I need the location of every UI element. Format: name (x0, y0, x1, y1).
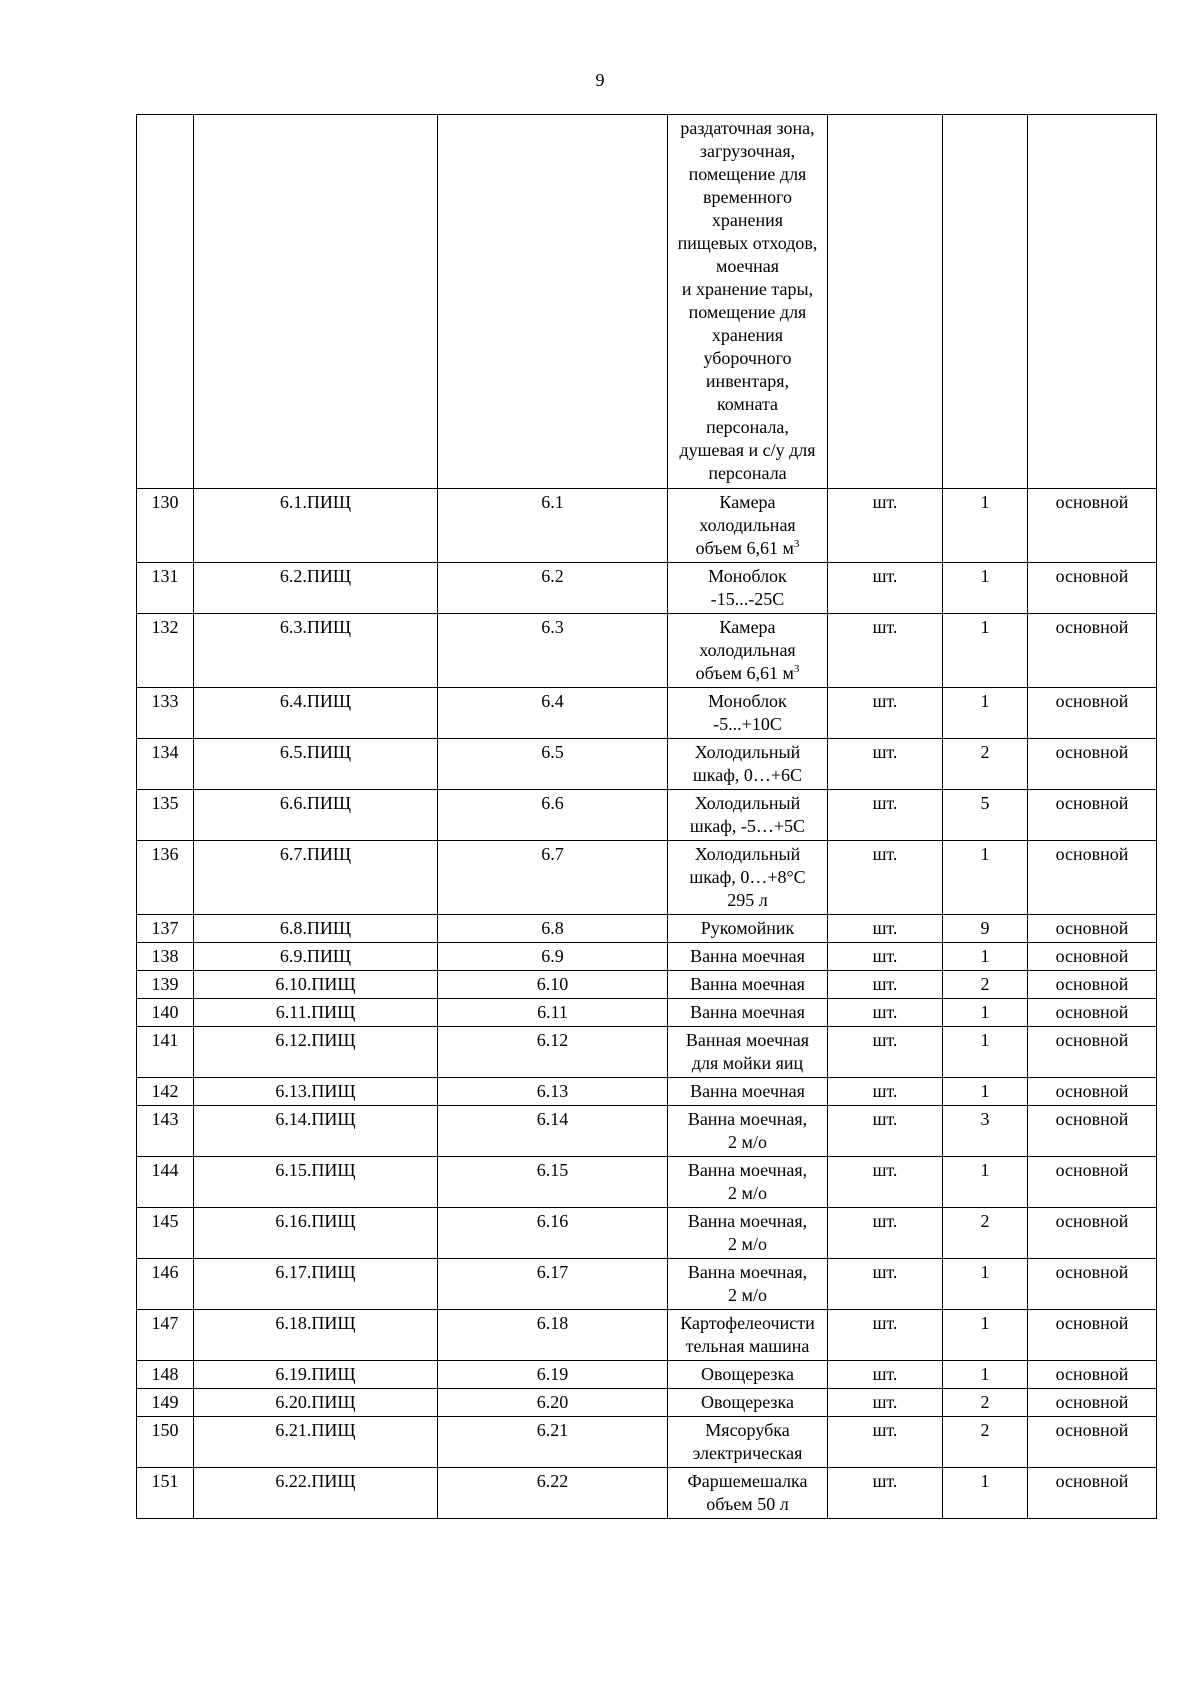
cell-unit: шт. (828, 790, 943, 841)
cell-code: 6.9.ПИЩ (194, 943, 438, 971)
cell-code: 6.16.ПИЩ (194, 1208, 438, 1259)
cell-name: Ванна моечная (668, 971, 828, 999)
cell-code: 6.20.ПИЩ (194, 1389, 438, 1417)
cell-type: основной (1028, 999, 1157, 1027)
cell-type: основной (1028, 739, 1157, 790)
cell-num: 131 (137, 563, 194, 614)
cell-type: основной (1028, 1389, 1157, 1417)
cell-qty: 2 (943, 739, 1028, 790)
cell-qty: 1 (943, 563, 1028, 614)
cell-name: Ванна моечная (668, 1078, 828, 1106)
cell-name: Рукомойник (668, 915, 828, 943)
cell-pos: 6.7 (438, 841, 668, 915)
cell-num: 139 (137, 971, 194, 999)
cell-code: 6.18.ПИЩ (194, 1310, 438, 1361)
table-row (137, 1361, 1157, 1389)
cell-unit: шт. (828, 1208, 943, 1259)
cell-type: основной (1028, 489, 1157, 563)
cell-unit: шт. (828, 943, 943, 971)
cell-name: Картофелеочисти тельная машина (668, 1310, 828, 1361)
cell-name: Ванна моечная, 2 м/о (668, 1208, 828, 1259)
cell-code: 6.1.ПИЩ (194, 489, 438, 563)
cell-type: основной (1028, 1157, 1157, 1208)
table-row (137, 999, 1157, 1027)
table-row (137, 739, 1157, 790)
table-row (137, 1157, 1157, 1208)
cell-pos: 6.3 (438, 614, 668, 688)
cell-pos: 6.1 (438, 489, 668, 563)
cell-pos: 6.21 (438, 1417, 668, 1468)
cell-type (1028, 115, 1157, 489)
cell-type: основной (1028, 1208, 1157, 1259)
cell-type: основной (1028, 971, 1157, 999)
cell-type: основной (1028, 841, 1157, 915)
cell-qty: 1 (943, 841, 1028, 915)
cell-num: 151 (137, 1468, 194, 1519)
cell-type: основной (1028, 915, 1157, 943)
cell-type: основной (1028, 943, 1157, 971)
cell-type: основной (1028, 1027, 1157, 1078)
cell-num: 145 (137, 1208, 194, 1259)
cell-unit: шт. (828, 1389, 943, 1417)
cell-name: Ванна моечная, 2 м/о (668, 1259, 828, 1310)
table-row (137, 1078, 1157, 1106)
cell-type: основной (1028, 1310, 1157, 1361)
cell-unit: шт. (828, 1310, 943, 1361)
cell-num: 137 (137, 915, 194, 943)
cell-qty: 2 (943, 971, 1028, 999)
table-row (137, 614, 1157, 688)
cell-type: основной (1028, 1259, 1157, 1310)
table-row (137, 790, 1157, 841)
cell-code: 6.19.ПИЩ (194, 1361, 438, 1389)
superscript: 3 (793, 538, 800, 550)
cell-unit: шт. (828, 614, 943, 688)
cell-qty: 2 (943, 1417, 1028, 1468)
cell-num (137, 115, 194, 489)
cell-qty: 9 (943, 915, 1028, 943)
cell-pos: 6.22 (438, 1468, 668, 1519)
cell-name: Камера холодильная объем 6,61 $м^3$ (668, 489, 828, 563)
cell-num: 140 (137, 999, 194, 1027)
cell-qty: 1 (943, 999, 1028, 1027)
cell-qty: 1 (943, 1310, 1028, 1361)
cell-num: 149 (137, 1389, 194, 1417)
cell-unit: шт. (828, 489, 943, 563)
cell-qty (943, 115, 1028, 489)
cell-unit: шт. (828, 1157, 943, 1208)
cell-qty: 2 (943, 1389, 1028, 1417)
table-row (137, 915, 1157, 943)
continuation-row (137, 115, 1157, 489)
cell-pos: 6.9 (438, 943, 668, 971)
cell-qty: 2 (943, 1208, 1028, 1259)
table-row (137, 971, 1157, 999)
cell-code (194, 115, 438, 489)
cell-type: основной (1028, 688, 1157, 739)
cell-unit: шт. (828, 688, 943, 739)
cell-code: 6.4.ПИЩ (194, 688, 438, 739)
cell-num: 143 (137, 1106, 194, 1157)
cell-code: 6.10.ПИЩ (194, 971, 438, 999)
equipment-table (136, 114, 1157, 1519)
cell-unit: шт. (828, 563, 943, 614)
cell-unit: шт. (828, 971, 943, 999)
table-row (137, 943, 1157, 971)
cell-code: 6.11.ПИЩ (194, 999, 438, 1027)
cell-qty: 1 (943, 1027, 1028, 1078)
cell-pos: 6.5 (438, 739, 668, 790)
cell-qty: 3 (943, 1106, 1028, 1157)
cell-code: 6.2.ПИЩ (194, 563, 438, 614)
cell-type: основной (1028, 790, 1157, 841)
cell-qty: 1 (943, 1361, 1028, 1389)
cell-name: Моноблок -15...-25С (668, 563, 828, 614)
cell-qty: 1 (943, 943, 1028, 971)
cell-num: 133 (137, 688, 194, 739)
cell-unit: шт. (828, 1259, 943, 1310)
cell-code: 6.15.ПИЩ (194, 1157, 438, 1208)
table-row (137, 841, 1157, 915)
cell-name: Моноблок -5...+10С (668, 688, 828, 739)
cell-pos: 6.12 (438, 1027, 668, 1078)
cell-qty: 1 (943, 688, 1028, 739)
cell-pos: 6.13 (438, 1078, 668, 1106)
table-row (137, 1208, 1157, 1259)
cell-unit: шт. (828, 841, 943, 915)
cell-code: 6.21.ПИЩ (194, 1417, 438, 1468)
cell-qty: 1 (943, 1259, 1028, 1310)
cell-num: 141 (137, 1027, 194, 1078)
cell-name: Камера холодильная объем 6,61 $м^3$ (668, 614, 828, 688)
cell-code: 6.17.ПИЩ (194, 1259, 438, 1310)
cell-name: Ванна моечная, 2 м/о (668, 1106, 828, 1157)
equipment-table-body (137, 115, 1157, 1519)
cell-type: основной (1028, 1078, 1157, 1106)
cell-unit: шт. (828, 1361, 943, 1389)
cell-num: 132 (137, 614, 194, 688)
cell-name: Овощерезка (668, 1361, 828, 1389)
cell-pos: 6.10 (438, 971, 668, 999)
cell-unit (828, 115, 943, 489)
cell-name: Фаршемешалка объем 50 л (668, 1468, 828, 1519)
cell-type: основной (1028, 1361, 1157, 1389)
cell-num: 147 (137, 1310, 194, 1361)
table-row (137, 1310, 1157, 1361)
cell-unit: шт. (828, 739, 943, 790)
cell-num: 130 (137, 489, 194, 563)
cell-type: основной (1028, 563, 1157, 614)
cell-type: основной (1028, 1468, 1157, 1519)
cell-pos: 6.20 (438, 1389, 668, 1417)
cell-pos: 6.16 (438, 1208, 668, 1259)
table-row (137, 563, 1157, 614)
cell-num: 135 (137, 790, 194, 841)
cell-name: раздаточная зона, загрузочная, помещение для временного хранения пищевых отходов, моечная и хранение тары, помещение для хранения уборочного инвентаря, комната персонала, душевая и с/у для персонала (668, 115, 828, 489)
cell-code: 6.12.ПИЩ (194, 1027, 438, 1078)
cell-pos: 6.8 (438, 915, 668, 943)
table-row (137, 1468, 1157, 1519)
superscript: 3 (793, 663, 800, 675)
cell-num: 136 (137, 841, 194, 915)
table-row (137, 1389, 1157, 1417)
cell-code: 6.22.ПИЩ (194, 1468, 438, 1519)
cell-name: Ванна моечная (668, 999, 828, 1027)
cell-pos: 6.11 (438, 999, 668, 1027)
page-number: 9 (595, 70, 605, 90)
cell-num: 150 (137, 1417, 194, 1468)
table-row (137, 1417, 1157, 1468)
cell-unit: шт. (828, 1078, 943, 1106)
cell-qty: 1 (943, 1468, 1028, 1519)
cell-pos: 6.18 (438, 1310, 668, 1361)
table-row (137, 1027, 1157, 1078)
cell-name: Ванна моечная, 2 м/о (668, 1157, 828, 1208)
cell-pos (438, 115, 668, 489)
cell-code: 6.7.ПИЩ (194, 841, 438, 915)
cell-unit: шт. (828, 1417, 943, 1468)
cell-qty: 1 (943, 1078, 1028, 1106)
cell-unit: шт. (828, 1027, 943, 1078)
cell-name: Овощерезка (668, 1389, 828, 1417)
cell-name: Холодильный шкаф, 0…+8°С 295 л (668, 841, 828, 915)
cell-code: 6.6.ПИЩ (194, 790, 438, 841)
cell-pos: 6.19 (438, 1361, 668, 1389)
cell-name: Мясорубка электрическая (668, 1417, 828, 1468)
table-row (137, 1259, 1157, 1310)
table-row (137, 489, 1157, 563)
cell-pos: 6.17 (438, 1259, 668, 1310)
cell-unit: шт. (828, 1468, 943, 1519)
cell-pos: 6.14 (438, 1106, 668, 1157)
table-row (137, 688, 1157, 739)
cell-qty: 5 (943, 790, 1028, 841)
cell-num: 146 (137, 1259, 194, 1310)
cell-type: основной (1028, 614, 1157, 688)
cell-code: 6.13.ПИЩ (194, 1078, 438, 1106)
cell-pos: 6.2 (438, 563, 668, 614)
cell-qty: 1 (943, 614, 1028, 688)
cell-code: 6.5.ПИЩ (194, 739, 438, 790)
cell-code: 6.14.ПИЩ (194, 1106, 438, 1157)
cell-pos: 6.4 (438, 688, 668, 739)
cell-num: 148 (137, 1361, 194, 1389)
cell-code: 6.3.ПИЩ (194, 614, 438, 688)
cell-name: Холодильный шкаф, 0…+6С (668, 739, 828, 790)
cell-name: Ванна моечная (668, 943, 828, 971)
cell-unit: шт. (828, 1106, 943, 1157)
cell-num: 138 (137, 943, 194, 971)
table-row (137, 1106, 1157, 1157)
cell-num: 134 (137, 739, 194, 790)
cell-type: основной (1028, 1106, 1157, 1157)
cell-qty: 1 (943, 489, 1028, 563)
cell-unit: шт. (828, 915, 943, 943)
cell-qty: 1 (943, 1157, 1028, 1208)
cell-pos: 6.15 (438, 1157, 668, 1208)
cell-name: Холодильный шкаф, -5…+5С (668, 790, 828, 841)
cell-code: 6.8.ПИЩ (194, 915, 438, 943)
cell-type: основной (1028, 1417, 1157, 1468)
cell-pos: 6.6 (438, 790, 668, 841)
cell-num: 142 (137, 1078, 194, 1106)
cell-unit: шт. (828, 999, 943, 1027)
cell-name: Ванная моечная для мойки яиц (668, 1027, 828, 1078)
cell-num: 144 (137, 1157, 194, 1208)
